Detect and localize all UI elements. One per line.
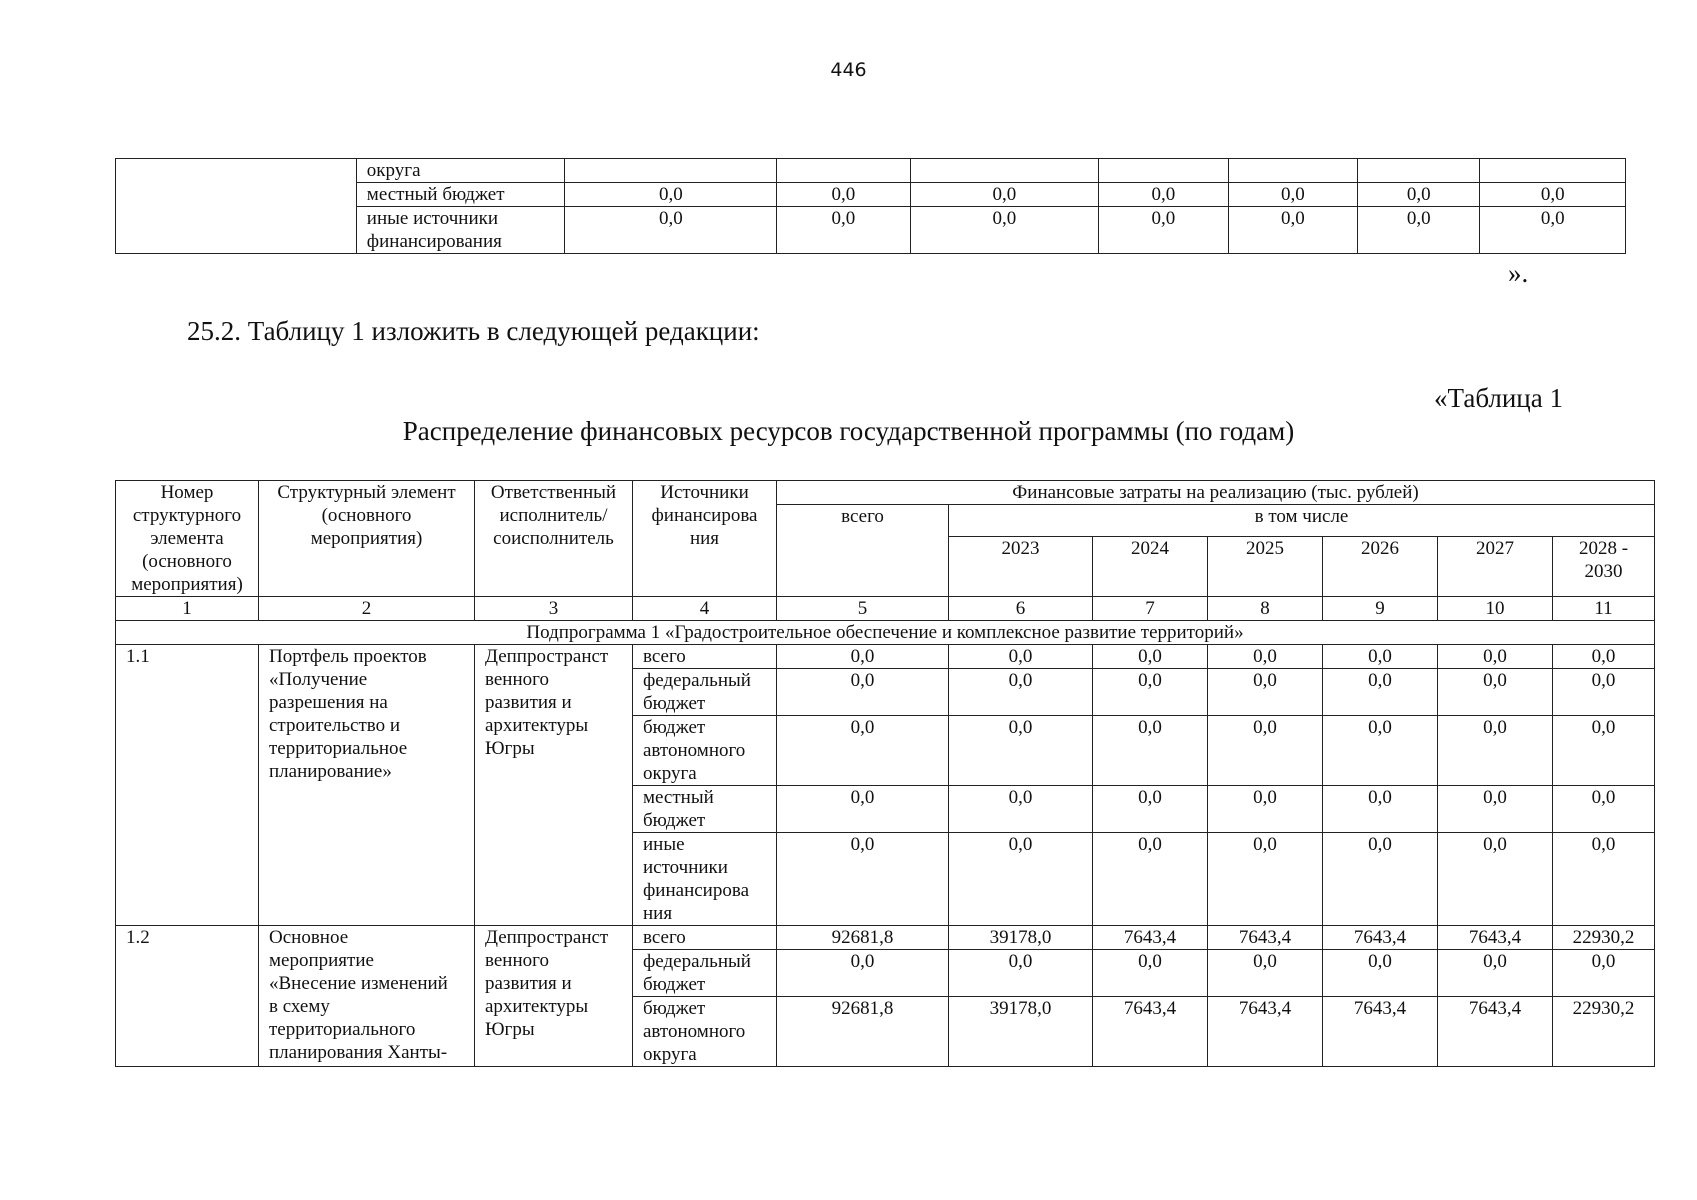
value-cell [910,159,1099,183]
value-cell: 0,0 [1438,716,1553,786]
value-cell [1099,159,1228,183]
element-executor: Деппространст венного развития и архитектуры Югры [475,926,633,1067]
value-cell: 0,0 [1208,950,1323,997]
table-caption: Распределение финансовых ресурсов государственной программы (по годам) [402,416,1295,446]
value-cell: 0,0 [1553,950,1655,997]
column-number: 11 [1553,597,1655,621]
column-number: 9 [1323,597,1438,621]
column-number: 5 [777,597,949,621]
value-cell: 0,0 [777,645,949,669]
value-cell: 0,0 [1228,183,1357,207]
value-cell: 0,0 [1093,833,1208,926]
value-cell: 0,0 [1093,645,1208,669]
value-cell: 0,0 [1480,183,1626,207]
element-number: 1.2 [116,926,259,1067]
value-cell: 0,0 [1208,645,1323,669]
funding-source-label: местный бюджет [356,183,565,207]
value-cell: 0,0 [1208,716,1323,786]
value-cell [565,159,777,183]
subprogram-title: Подпрограмма 1 «Градостроительное обеспечение и комплексное развитие территорий» [116,621,1655,645]
value-cell [777,159,910,183]
column-number: 10 [1438,597,1553,621]
header-year: 2026 [1323,537,1438,597]
funding-source: местный бюджет [633,786,777,833]
column-number: 3 [475,597,633,621]
value-cell: 0,0 [777,716,949,786]
value-cell: 0,0 [1438,833,1553,926]
funding-source: федеральный бюджет [633,950,777,997]
column-number: 1 [116,597,259,621]
value-cell: 0,0 [1358,183,1480,207]
value-cell: 92681,8 [777,997,949,1067]
value-cell: 22930,2 [1553,926,1655,950]
funding-source: бюджет автономного округа [633,716,777,786]
value-cell: 0,0 [1093,950,1208,997]
value-cell: 0,0 [1553,716,1655,786]
value-cell: 0,0 [1093,786,1208,833]
header-total: всего [777,505,949,597]
element-executor: Деппространст венного развития и архитектуры Югры [475,645,633,926]
header-executor: Ответственный исполнитель/ соисполнитель [475,481,633,597]
subprogram-row [116,621,1655,645]
header-funding-sources: Источники финансирова ния [633,481,777,597]
funding-source: иные источники финансирова ния [633,833,777,926]
value-cell: 0,0 [949,669,1093,716]
value-cell: 0,0 [1228,207,1357,254]
funding-source-label: иные источники финансирования [356,207,565,254]
value-cell: 0,0 [1323,669,1438,716]
header-structural-number: Номер структурного элемента (основного мероприятия) [116,481,259,597]
value-cell: 0,0 [1099,207,1228,254]
column-number: 2 [259,597,475,621]
value-cell: 0,0 [949,950,1093,997]
value-cell: 39178,0 [949,926,1093,950]
value-cell: 0,0 [949,645,1093,669]
continuation-blank-cell [116,159,357,254]
value-cell: 0,0 [1438,950,1553,997]
funding-source-label: округа [356,159,565,183]
column-number: 6 [949,597,1093,621]
column-number: 7 [1093,597,1208,621]
value-cell: 0,0 [1208,669,1323,716]
value-cell: 0,0 [949,833,1093,926]
value-cell: 7643,4 [1093,926,1208,950]
value-cell: 39178,0 [949,997,1093,1067]
continuation-row [116,159,1626,183]
value-cell: 7643,4 [1323,997,1438,1067]
value-cell: 0,0 [777,669,949,716]
value-cell: 0,0 [565,183,777,207]
table-row [116,926,1655,950]
table-label: «Таблица 1 [1434,383,1563,413]
element-number: 1.1 [116,645,259,926]
value-cell: 0,0 [777,786,949,833]
value-cell: 0,0 [910,207,1099,254]
header-structural-element: Структурный элемент (основного мероприятия) [259,481,475,597]
value-cell: 0,0 [1323,833,1438,926]
value-cell: 0,0 [1438,786,1553,833]
value-cell [1228,159,1357,183]
value-cell: 7643,4 [1093,997,1208,1067]
value-cell: 0,0 [910,183,1099,207]
value-cell [1358,159,1480,183]
value-cell: 0,0 [1358,207,1480,254]
value-cell: 0,0 [1438,645,1553,669]
column-number: 8 [1208,597,1323,621]
value-cell: 22930,2 [1553,997,1655,1067]
value-cell: 0,0 [1553,833,1655,926]
value-cell: 0,0 [1438,669,1553,716]
header-year: 2028 - 2030 [1553,537,1655,597]
continuation-table [115,158,1626,254]
element-name: Основное мероприятие «Внесение изменений в схему территориального планирования Ханты- [259,926,475,1067]
header-row-1 [116,481,1655,505]
value-cell: 7643,4 [1438,926,1553,950]
value-cell: 0,0 [1553,645,1655,669]
page-number: 446 [830,59,867,81]
value-cell: 0,0 [1480,207,1626,254]
header-financial-costs: Финансовые затраты на реализацию (тыс. рублей) [777,481,1655,505]
value-cell: 0,0 [1093,669,1208,716]
table-row [116,645,1655,669]
value-cell: 0,0 [1553,669,1655,716]
value-cell: 0,0 [1553,786,1655,833]
value-cell: 0,0 [777,833,949,926]
value-cell: 0,0 [1093,716,1208,786]
value-cell: 0,0 [1323,950,1438,997]
column-number-row [116,597,1655,621]
value-cell: 7643,4 [1323,926,1438,950]
value-cell: 0,0 [565,207,777,254]
column-number: 4 [633,597,777,621]
header-year: 2025 [1208,537,1323,597]
header-year: 2023 [949,537,1093,597]
funding-source: всего [633,645,777,669]
header-year: 2027 [1438,537,1553,597]
value-cell: 0,0 [949,716,1093,786]
value-cell [1480,159,1626,183]
header-including: в том числе [949,505,1655,537]
element-name: Портфель проектов «Получение разрешения на строительство и территориальное планирование» [259,645,475,926]
funding-source: федеральный бюджет [633,669,777,716]
funding-source: всего [633,926,777,950]
value-cell: 7643,4 [1208,926,1323,950]
header-year: 2024 [1093,537,1208,597]
value-cell: 0,0 [1323,716,1438,786]
value-cell: 0,0 [1323,786,1438,833]
value-cell: 0,0 [777,183,910,207]
value-cell: 0,0 [1208,833,1323,926]
value-cell: 0,0 [949,786,1093,833]
value-cell: 0,0 [777,207,910,254]
value-cell: 0,0 [777,950,949,997]
value-cell: 7643,4 [1208,997,1323,1067]
funding-source: бюджет автономного округа [633,997,777,1067]
value-cell: 0,0 [1099,183,1228,207]
value-cell: 0,0 [1208,786,1323,833]
value-cell: 7643,4 [1438,997,1553,1067]
value-cell: 0,0 [1323,645,1438,669]
value-cell: 92681,8 [777,926,949,950]
financial-resources-table [115,480,1655,1067]
instruction-text: 25.2. Таблицу 1 изложить в следующей редакции: [187,316,760,346]
closing-quote: ». [1508,258,1529,288]
